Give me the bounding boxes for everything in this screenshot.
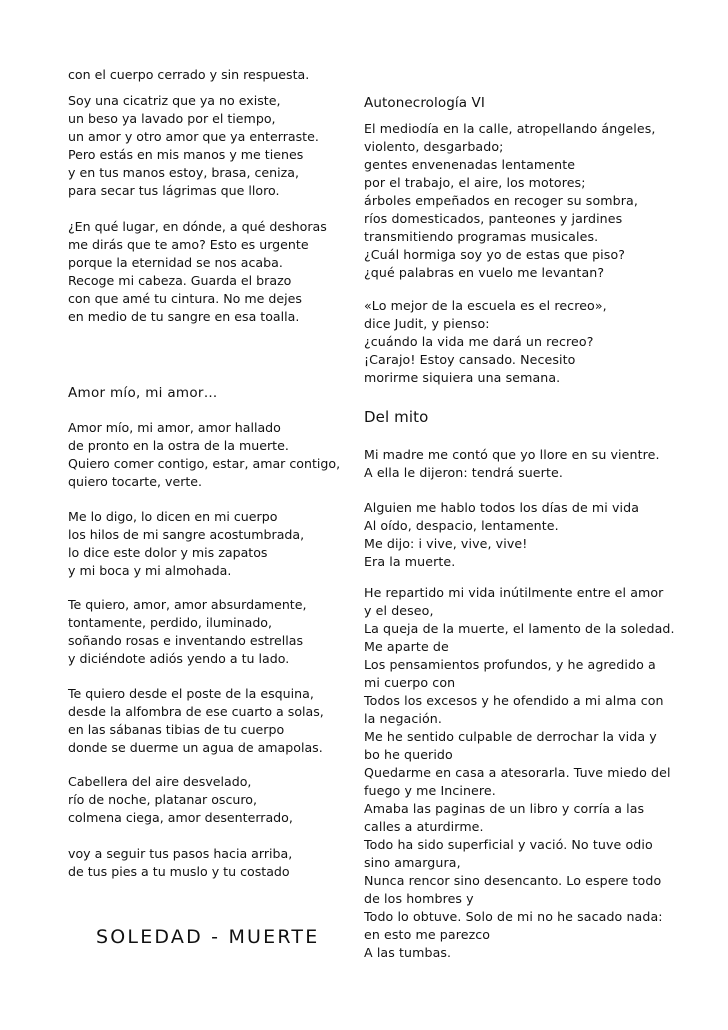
poem-line: y diciéndote adiós yendo a tu lado.	[68, 651, 290, 666]
poem-line: He repartido mi vida inútilmente entre el amor	[364, 585, 664, 600]
section-title: SOLEDAD - MUERTE	[96, 926, 320, 948]
poem-line: colmena ciega, amor desenterrado,	[68, 810, 293, 825]
poem-line: ¿En qué lugar, en dónde, a qué deshoras	[68, 219, 327, 234]
poem-line: A ella le dijeron: tendrá suerte.	[364, 465, 563, 480]
poem-line: gentes envenenadas lentamente	[364, 157, 576, 172]
poem-line: río de noche, platanar oscuro,	[68, 792, 258, 807]
poem-line: porque la eternidad se nos acaba.	[68, 255, 283, 270]
poem-line: Recoge mi cabeza. Guarda el brazo	[68, 273, 292, 288]
poem-line: Cabellera del aire desvelado,	[68, 774, 252, 789]
poem-line: un amor y otro amor que ya enterraste.	[68, 129, 319, 144]
poem-line: Quedarme en casa a atesorarla. Tuve miedo del	[364, 765, 671, 780]
poem-line: Me lo digo, lo dicen en mi cuerpo	[68, 509, 278, 524]
poem-line: y el deseo,	[364, 603, 434, 618]
poem-line: la negación.	[364, 711, 442, 726]
poem-line: La queja de la muerte, el lamento de la soledad.	[364, 621, 675, 636]
poem-line: en medio de tu sangre en esa toalla.	[68, 309, 300, 324]
poem-title: Amor mío, mi amor…	[68, 385, 218, 401]
poem-line: Me aparte de	[364, 639, 449, 654]
poem-line: Quiero comer contigo, estar, amar contigo,	[68, 456, 341, 471]
poem-line: árboles empeñados en recoger su sombra,	[364, 193, 638, 208]
poem-line: transmitiendo programas musicales.	[364, 229, 599, 244]
poem-line: y en tus manos estoy, brasa, ceniza,	[68, 165, 299, 180]
poem-line: los hilos de mi sangre acostumbrada,	[68, 527, 305, 542]
poem-line: «Lo mejor de la escuela es el recreo»,	[364, 298, 607, 313]
poem-line: desde la alfombra de ese cuarto a solas,	[68, 704, 324, 719]
poem-line: en esto me parezco	[364, 927, 491, 942]
poem-line: morirme siquiera una semana.	[364, 370, 561, 385]
poem-line: ríos domesticados, panteones y jardines	[364, 211, 623, 226]
poem-line: para secar tus lágrimas que lloro.	[68, 183, 280, 198]
poem-line: por el trabajo, el aire, los motores;	[364, 175, 586, 190]
poem-line: fuego y me Incinere.	[364, 783, 496, 798]
poem-line: Amor mío, mi amor, amor hallado	[68, 420, 281, 435]
poem-line: voy a seguir tus pasos hacia arriba,	[68, 846, 293, 861]
poem-line: violento, desgarbado;	[364, 139, 504, 154]
poem-line: donde se duerme un agua de amapolas.	[68, 740, 323, 755]
poem-line: Pero estás en mis manos y me tienes	[68, 147, 304, 162]
poem-line: ¡Carajo! Estoy cansado. Necesito	[364, 352, 576, 367]
poem-line: dice Judit, y pienso:	[364, 316, 490, 331]
poem-line: ¿Cuál hormiga soy yo de estas que piso?	[364, 247, 626, 262]
poem-line: en las sábanas tibias de tu cuerpo	[68, 722, 285, 737]
poem-line: A las tumbas.	[364, 945, 452, 960]
poem-line: quiero tocarte, verte.	[68, 474, 203, 489]
poem-line: tontamente, perdido, iluminado,	[68, 615, 273, 630]
poem-line: Amaba las paginas de un libro y corría a las	[364, 801, 645, 816]
poem-line: de tus pies a tu muslo y tu costado	[68, 864, 290, 879]
poem-line: Los pensamientos profundos, y he agredido a	[364, 657, 656, 672]
poem-line: ¿cuándo la vida me dará un recreo?	[364, 334, 594, 349]
poem-line: Soy una cicatriz que ya no existe,	[68, 93, 281, 108]
poem-line: Todo lo obtuve. Solo de mi no he sacado nada:	[364, 909, 663, 924]
poem-line: Mi madre me contó que yo llore en su vientre.	[364, 447, 660, 462]
poem-line: El mediodía en la calle, atropellando ángeles,	[364, 121, 656, 136]
poem-line: Te quiero, amor, amor absurdamente,	[68, 597, 307, 612]
poem-line: soñando rosas e inventando estrellas	[68, 633, 304, 648]
poem-line: con que amé tu cintura. No me dejes	[68, 291, 302, 306]
poem-line: lo dice este dolor y mis zapatos	[68, 545, 268, 560]
poem-line: Me dijo: i vive, vive, vive!	[364, 536, 528, 551]
poem-line: Nunca rencor sino desencanto. Lo espere todo	[364, 873, 662, 888]
poem-title: Autonecrología VI	[364, 95, 485, 111]
poem-line: con el cuerpo cerrado y sin respuesta.	[68, 67, 310, 82]
poem-line: un beso ya lavado por el tiempo,	[68, 111, 276, 126]
poem-line: ¿qué palabras en vuelo me levantan?	[364, 265, 605, 280]
poem-line: y mi boca y mi almohada.	[68, 563, 232, 578]
poem-line: de los hombres y	[364, 891, 474, 906]
poem-line: bo he querido	[364, 747, 453, 762]
poem-line: Era la muerte.	[364, 554, 456, 569]
poem-line: Todo ha sido superficial y vació. No tuve odio	[364, 837, 653, 852]
poem-title: Del mito	[364, 408, 429, 426]
poem-line: Al oído, despacio, lentamente.	[364, 518, 559, 533]
poem-line: de pronto en la ostra de la muerte.	[68, 438, 289, 453]
poem-line: Todos los excesos y he ofendido a mi alma con	[364, 693, 664, 708]
poem-line: sino amargura,	[364, 855, 461, 870]
poem-line: Te quiero desde el poste de la esquina,	[68, 686, 314, 701]
poem-line: calles a aturdirme.	[364, 819, 484, 834]
poem-line: mi cuerpo con	[364, 675, 456, 690]
poem-line: Me he sentido culpable de derrochar la vida y	[364, 729, 657, 744]
poem-line: me dirás que te amo? Esto es urgente	[68, 237, 309, 252]
poem-line: Alguien me hablo todos los días de mi vida	[364, 500, 640, 515]
